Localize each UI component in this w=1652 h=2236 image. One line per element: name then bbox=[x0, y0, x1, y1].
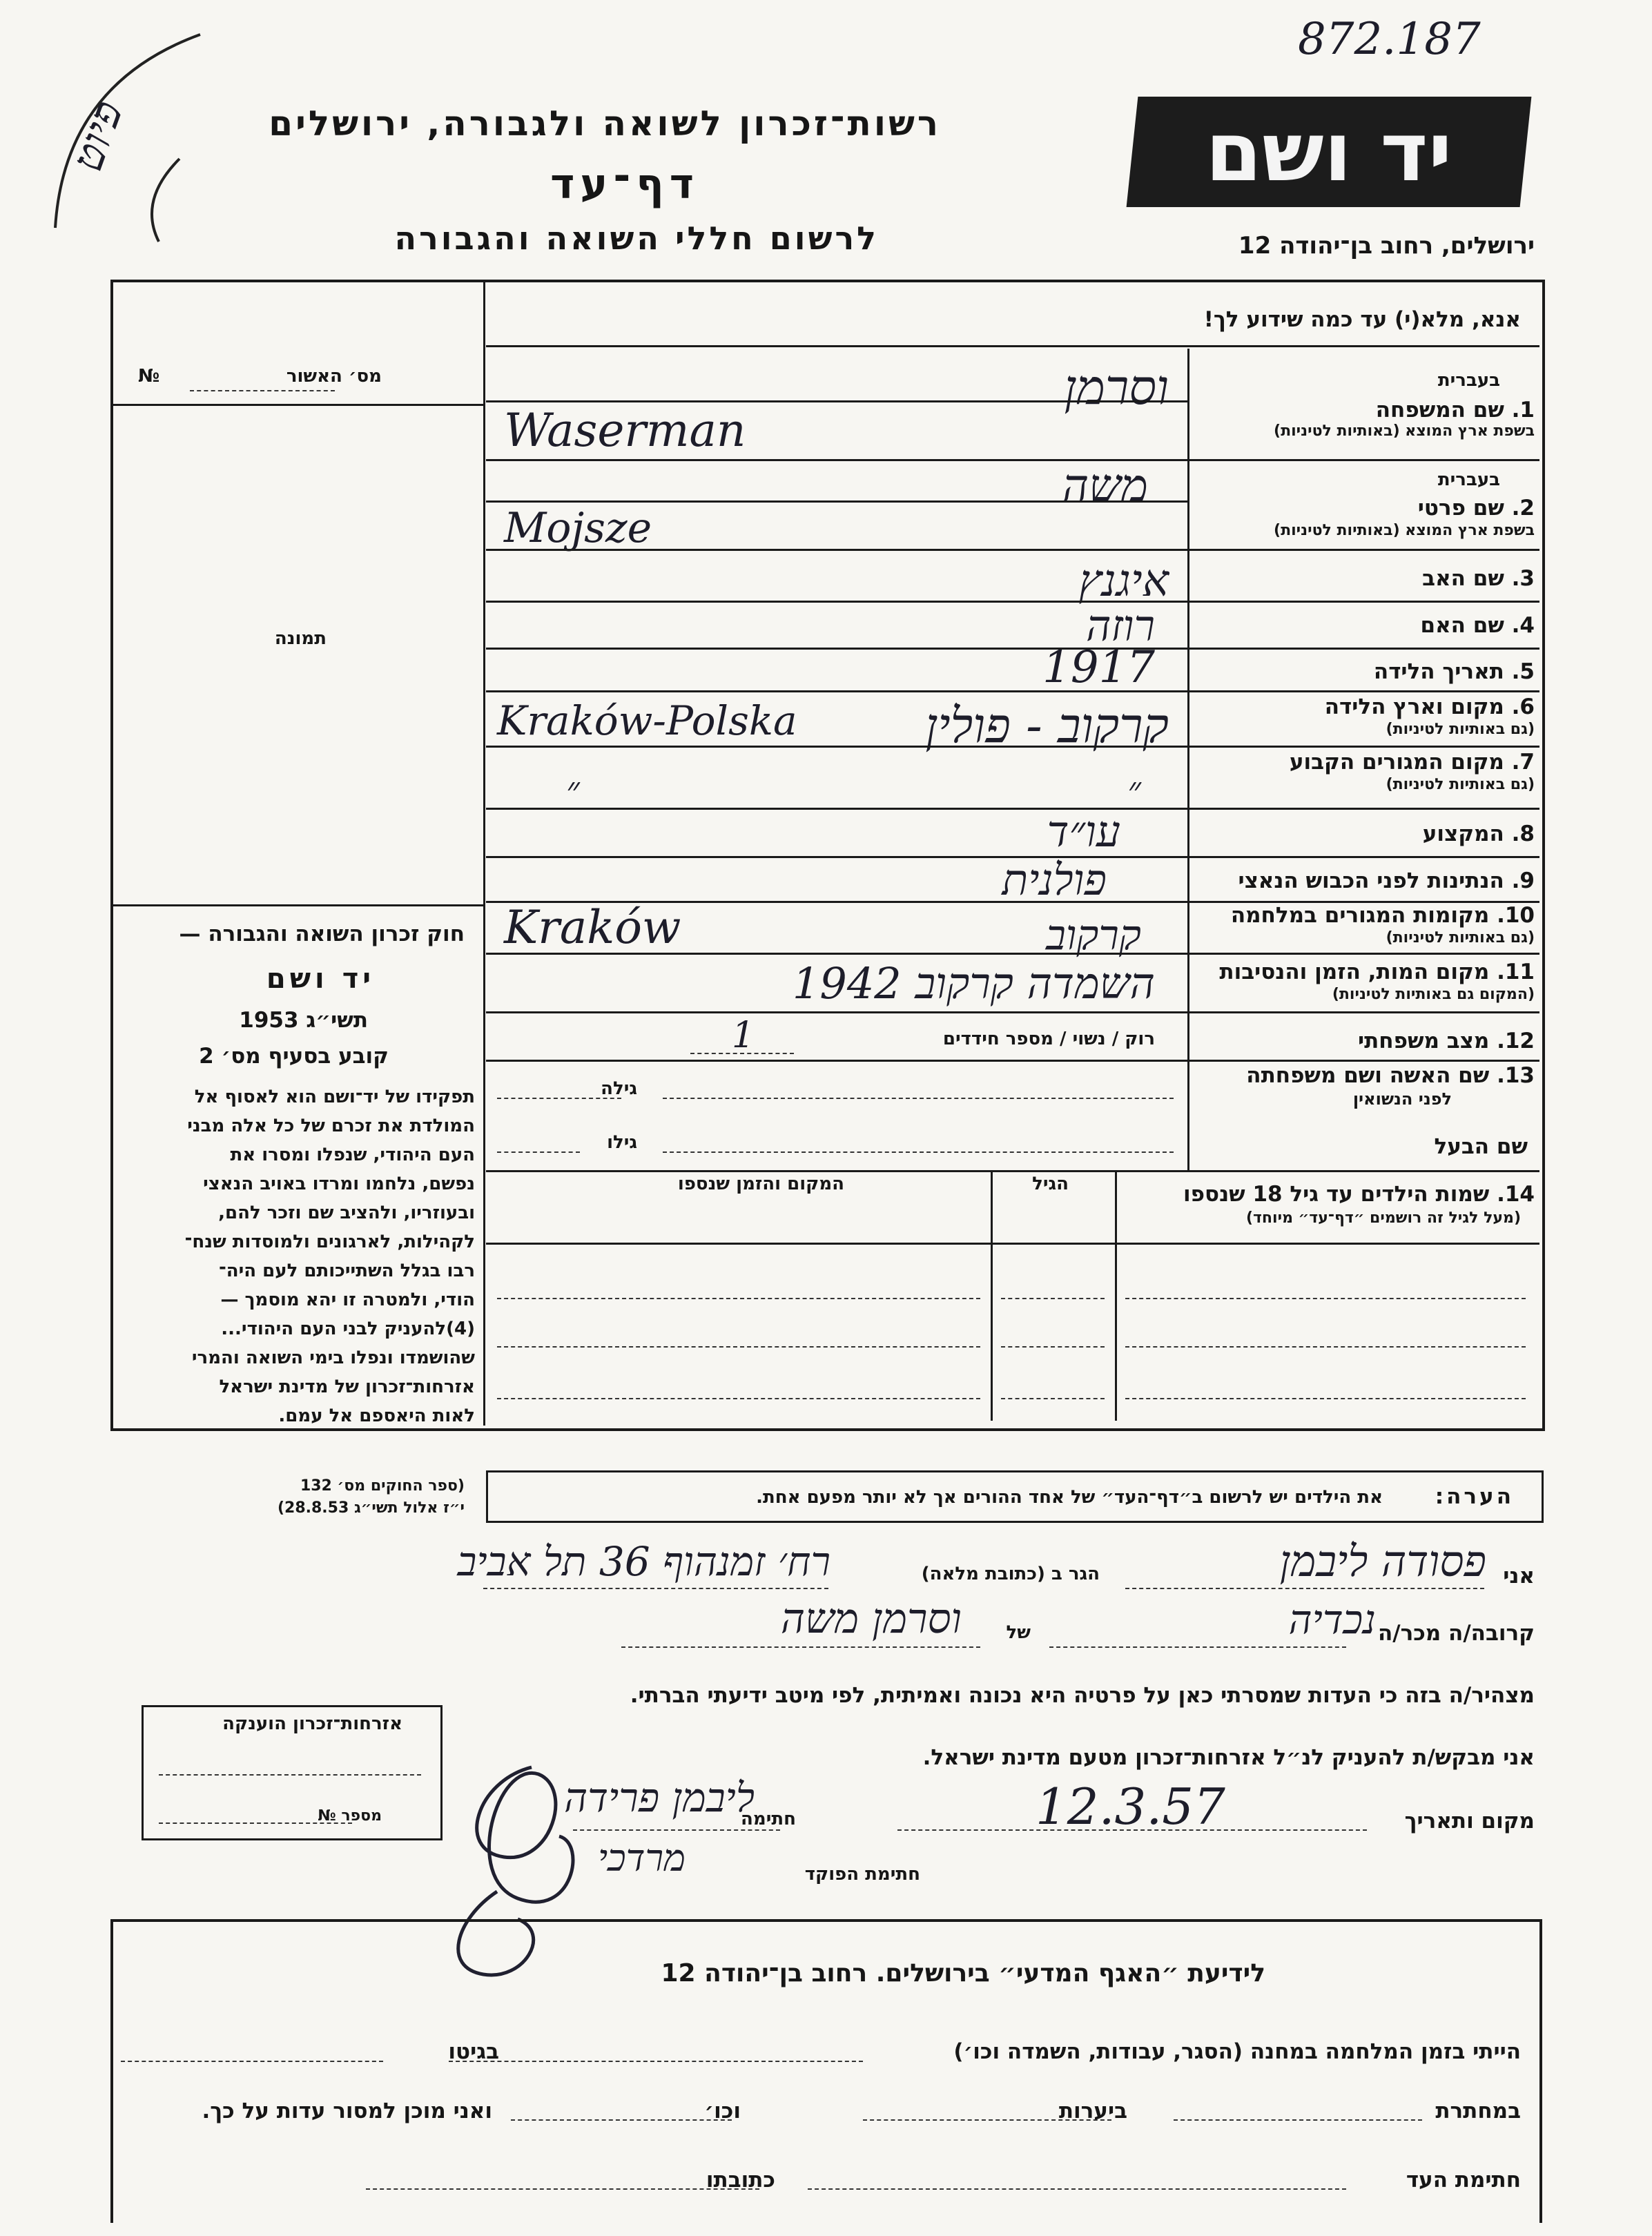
note-text: את הילדים יש לרשום ב״דף־העד״ של אחד ההורים אך לא יותר מפעם אחת. bbox=[756, 1487, 1383, 1508]
footer-forests: ביערות bbox=[1058, 2099, 1127, 2123]
field-5-label: 5. תאריך הלידה bbox=[1373, 659, 1535, 684]
birth-date: 1917 bbox=[1042, 642, 1155, 693]
label-column-divider bbox=[1187, 349, 1189, 1170]
field-3-label: 3. שם האב bbox=[1422, 566, 1535, 591]
request-text: אני מבקש/ת להעניק לנ״ל אזרחות־זכרון מטעם מדינת ישראל. bbox=[922, 1745, 1535, 1770]
in-hebrew-label-1: בעברית bbox=[1437, 370, 1500, 391]
nationality: פולנית bbox=[1002, 855, 1107, 905]
field-14-label: 14. שמות הילדים עד גיל 18 שנספו bbox=[1183, 1182, 1535, 1207]
field-8-label: 8. המקצוע bbox=[1422, 822, 1535, 846]
margin-curve bbox=[41, 21, 207, 249]
declarant-ani: אני bbox=[1503, 1564, 1535, 1588]
husband-label: שם הבעל bbox=[1434, 1134, 1528, 1159]
mother-name: רוזה bbox=[1086, 601, 1155, 651]
field-4-label: 4. שם האם bbox=[1420, 613, 1535, 638]
yad-vashem-logo: יד ושם bbox=[1127, 97, 1532, 207]
plea-text: אנא, מלא(י) עד כמה שידוע לך! bbox=[1203, 307, 1521, 332]
residence-ditto-2: ״ bbox=[566, 770, 580, 811]
first-name-latin: Mojsze bbox=[504, 504, 652, 552]
field-2-label: 2. שם פרטי bbox=[1417, 496, 1535, 521]
law-year: תשי״ג 1953 bbox=[239, 1008, 368, 1033]
signature-scribble bbox=[414, 1740, 635, 1988]
field-7-label: 7. מקום המגורים הקבוע bbox=[1289, 750, 1535, 775]
wartime-residence-latin: Kraków bbox=[504, 901, 681, 954]
wartime-residence-hebrew: קרקוב bbox=[1046, 911, 1141, 960]
note-label: הערה: bbox=[1435, 1484, 1514, 1509]
org-line: רשות־זכרון לשואה ולגבורה, ירושלים bbox=[269, 104, 941, 144]
relative-label: קרובה/ה מכר/ה bbox=[1377, 1621, 1535, 1646]
law-source-1: (ספר החוקים מס׳ 132 bbox=[300, 1477, 465, 1495]
law-body: תפקידו של יד־ושם הוא לאסוף אל המולדת את זכרם של כל אלה מבני העם היהודי, שנפלו ומסרו את נפשם, נלחמו ומרדו באויב הנאצי ובעוזריו, ולהציב שם וזכר להם, לקהילות, לארגונים ולמוסדות שנח־ רבו בגלל השתייכותם לעם היה־ הודי, ולמטרה זו יהא מוסמך — (4)להעניק לבני העם היהודי... שהושמדו ונפלו בימי השואה והמרי אזרחות־זכרון של מדינת ישראל לאות היאספם אל עמם. bbox=[184, 1087, 475, 1426]
law-section: קובע בסעיף מס׳ 2 bbox=[199, 1044, 389, 1069]
field-2-sub: בשפת ארץ המוצא (באותיות לטיניות) bbox=[1274, 522, 1535, 539]
header-address: ירושלים, רחוב בן־יהודה 12 bbox=[1238, 232, 1535, 260]
marital-options: רוק / נשוי / מספר חידדים bbox=[942, 1029, 1155, 1049]
footer-underground: במחתרת bbox=[1435, 2099, 1521, 2123]
signature: ליבמן פרידה bbox=[564, 1774, 755, 1821]
of-label: של bbox=[1006, 1622, 1031, 1643]
law-source-2: י״ז אלול תשי״ג 28.8.53) bbox=[277, 1499, 465, 1517]
declaration-text: מצהיר/ה בזה כי העדות שמסרתי כאן על פרטיה היא נכונה ואמיתית, לפי מיטב ידיעתי הברתי. bbox=[630, 1683, 1535, 1708]
approval-label: מס׳ האשור bbox=[286, 366, 382, 387]
death-circumstances: השמדה קרקוב 1942 bbox=[792, 958, 1155, 1009]
first-name-hebrew: משה bbox=[1062, 459, 1148, 512]
resides-label: הגר ב (כתובת מלאה) bbox=[921, 1564, 1100, 1584]
left-column-divider bbox=[483, 282, 485, 1426]
field-1-sub: בשפת ארץ המוצא (באותיות לטיניות) bbox=[1274, 422, 1535, 440]
col-place-header: המקום והזמן שנספו bbox=[677, 1174, 844, 1194]
field-9-label: 9. הנתינות לפני הכבוש הנאצי bbox=[1238, 868, 1535, 893]
footer-ready: ואני מוכן למסור עדות על כך. bbox=[202, 2099, 492, 2123]
of-name: וסרמן משה bbox=[780, 1595, 962, 1643]
field-12-label: 12. מצב משפחתי bbox=[1357, 1029, 1535, 1053]
margin-note: פיוט bbox=[61, 94, 133, 178]
birth-place-hebrew: קרקוב - פולין bbox=[925, 697, 1169, 754]
children-count: 1 bbox=[732, 1015, 755, 1056]
signature-label: חתימה bbox=[741, 1809, 796, 1829]
husband-age-label: גילו bbox=[607, 1132, 637, 1153]
field-10-label: 10. מקומות המגורים במלחמה bbox=[1230, 903, 1535, 928]
family-name-hebrew: וסרמן bbox=[1064, 359, 1169, 416]
footer-line1: הייתי בזמן המלחמה במחנה (הסגר, עבודות, השמדה וכו׳) bbox=[953, 2039, 1521, 2064]
officer-signature: מרדכי bbox=[598, 1836, 686, 1880]
footer-etc: וכו׳ bbox=[704, 2099, 741, 2123]
footer-address-label: כתובתו bbox=[706, 2168, 775, 2193]
officer-label: חתימת הפוקד bbox=[804, 1864, 920, 1885]
archive-number: 872.187 bbox=[1298, 14, 1481, 65]
declarant-address: רח׳ זמנהוף 36 תל אביב bbox=[457, 1538, 830, 1585]
residence-ditto-1: ״ bbox=[1127, 770, 1141, 811]
relation-value: נכדיה bbox=[1288, 1596, 1376, 1643]
citizenship-title: אזרחות־זכרון הוענקה bbox=[222, 1713, 402, 1734]
form-title: דף־עד bbox=[550, 160, 699, 208]
law-name: יד ושם bbox=[266, 963, 375, 995]
wife-age-label: גילה bbox=[601, 1078, 637, 1099]
footer-witness-signature: חתימת העד bbox=[1406, 2168, 1521, 2193]
in-hebrew-label-2: בעברית bbox=[1437, 469, 1500, 490]
date-value: 12.3.57 bbox=[1036, 1778, 1225, 1836]
field-1-label: 1. שם המשפחה bbox=[1375, 398, 1535, 422]
citizenship-number-label: מספר № bbox=[318, 1807, 382, 1825]
family-name-latin: Waserman bbox=[504, 404, 746, 457]
photo-label: תמונה bbox=[274, 628, 327, 649]
col-age-header: הגיל bbox=[1032, 1174, 1069, 1194]
footer-ghetto: בגיטו bbox=[448, 2039, 499, 2064]
field-11-label: 11. מקום המות, הזמן והנסיבות bbox=[1219, 960, 1535, 984]
birth-place-latin: Kraków-Polska bbox=[497, 697, 797, 744]
field-6-label: 6. מקום וארץ הלידה bbox=[1324, 694, 1535, 719]
declarant-name: פסודה ליבמן bbox=[1279, 1536, 1486, 1586]
form-subtitle: לרשום חללי השואה והגבורה bbox=[394, 220, 879, 257]
field-13-label: 13. שם האשה ושם משפחתה bbox=[1246, 1063, 1535, 1088]
father-name: איגנץ bbox=[1078, 556, 1169, 607]
place-date-label: מקום ותאריך bbox=[1404, 1809, 1535, 1834]
law-title: חוק זכרון השואה והגבורה — bbox=[179, 922, 465, 946]
profession: עו״ד bbox=[1047, 806, 1120, 857]
footer-title: לידיעת ״האגף המדעי״ בירושלים. רחוב בן־יהודה 12 bbox=[661, 1959, 1265, 1987]
